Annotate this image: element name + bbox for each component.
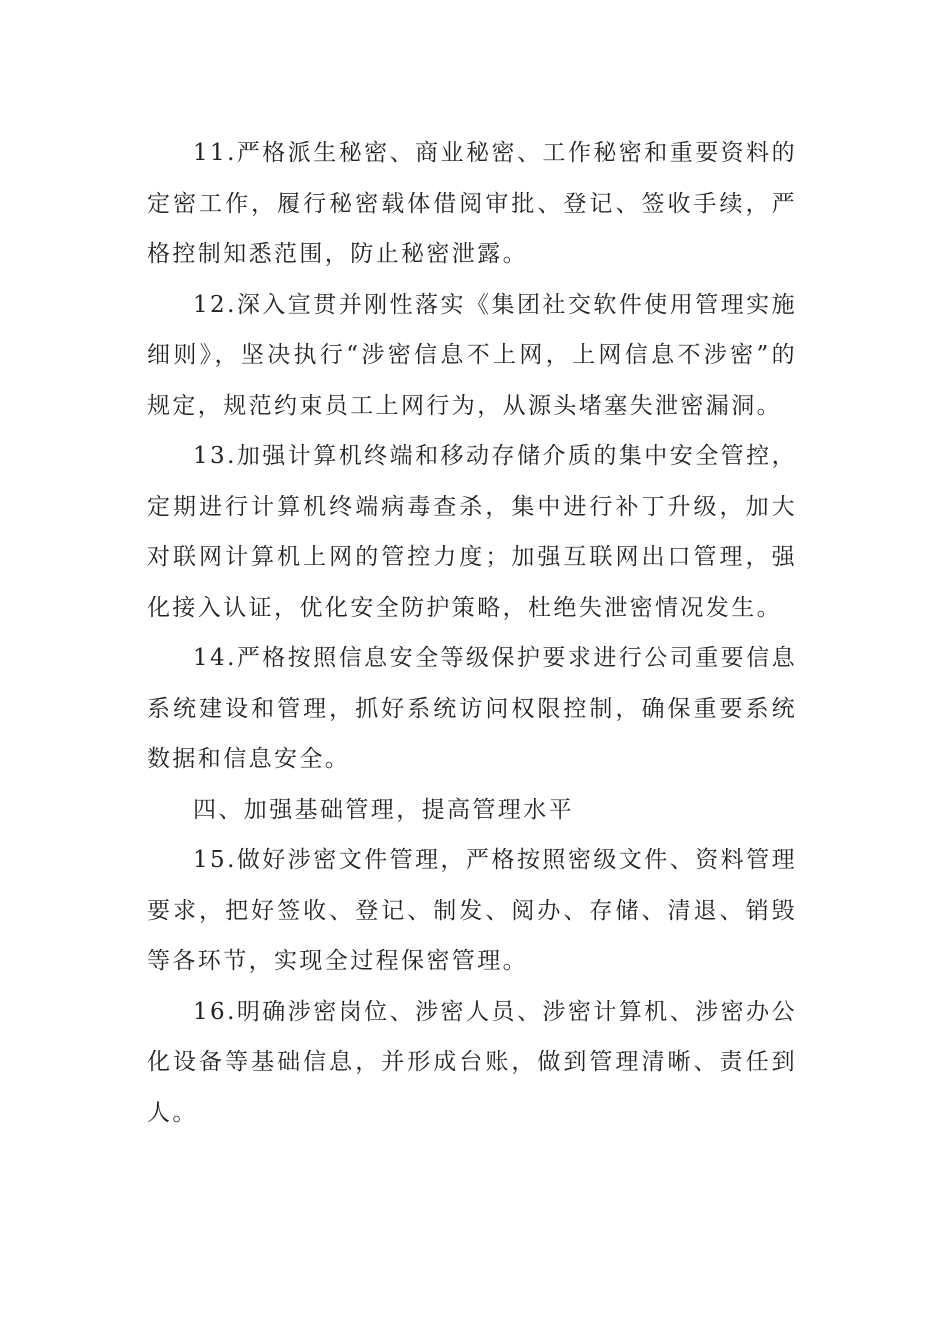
paragraph-item-12: 12.深入宣贯并刚性落实《集团社交软件使用管理实施细则》，坚决执行“涉密信息不上网，上网信息不涉密”的规定，规范约束员工上网行为，从源头堵塞失泄密漏洞。	[147, 291, 797, 419]
paragraph-item-14: 14.严格按照信息安全等级保护要求进行公司重要信息系统建设和管理，抓好系统访问权限控制，确保重要系统数据和信息安全。	[147, 645, 797, 772]
section-heading-4: 四、加强基础管理，提高管理水平	[193, 796, 574, 823]
paragraph-item-16: 16.明确涉密岗位、涉密人员、涉密计算机、涉密办公化设备等基础信息，并形成台账，做到管理清晰、责任到人。	[147, 998, 797, 1126]
document-body	[147, 128, 797, 1138]
paragraph-item-11: 11.严格派生秘密、商业秘密、工作秘密和重要资料的定密工作，履行秘密载体借阅审批、登记、签收手续，严格控制知悉范围，防止秘密泄露。	[147, 140, 797, 267]
paragraph-item-13: 13.加强计算机终端和移动存储介质的集中安全管控，定期进行计算机终端病毒查杀，集中进行补丁升级，加大对联网计算机上网的管控力度；加强互联网出口管理，强化接入认证，优化安全防护策略，杜绝失泄密情况发生。	[147, 443, 797, 621]
paragraph-item-15: 15.做好涉密文件管理，严格按照密级文件、资料管理要求，把好签收、登记、制发、阅办、存储、清退、销毁等各环节，实现全过程保密管理。	[147, 847, 797, 974]
